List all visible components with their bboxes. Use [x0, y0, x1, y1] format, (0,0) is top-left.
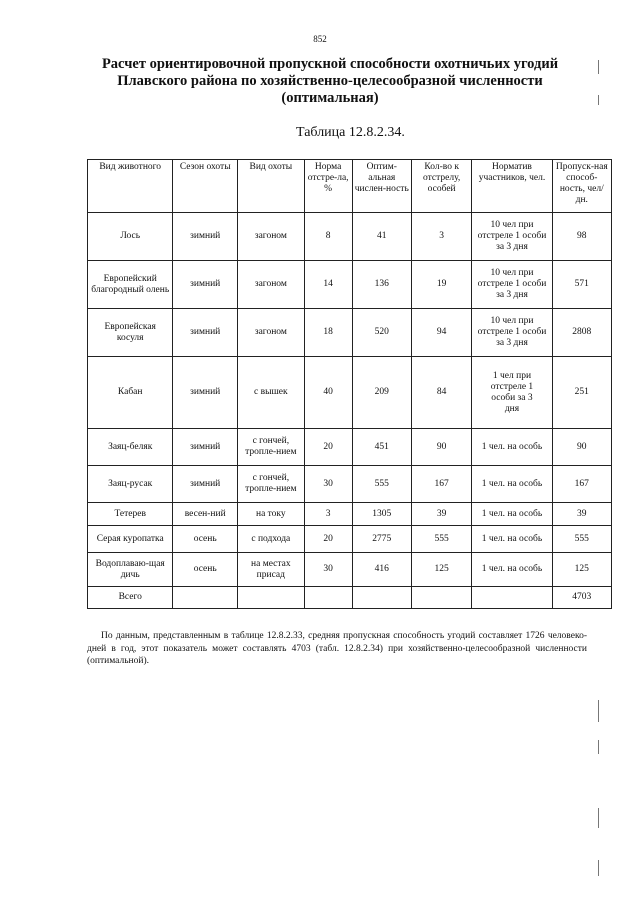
cell-season: зимний: [173, 429, 238, 466]
title-line-1: Расчет ориентировочной пропускной способности охотничьих угодий: [101, 56, 559, 72]
cell-norm: 14: [304, 261, 352, 309]
cell-hunt-type: загоном: [238, 213, 305, 261]
scan-artifact: [598, 95, 599, 105]
scan-artifact: [598, 60, 599, 74]
footnote-paragraph: По данным, представленным в таблице 12.8.2.33, средняя пропускная способность угодий составляет 1726 человеко-дней в год, этот показатель может составлять 4703 (табл. 12.8.2.34) при хозяйственно-целесообразной численности (оптимальной).: [87, 631, 587, 666]
cell-capacity: 125: [552, 553, 611, 587]
cell-optimal: 41: [352, 213, 411, 261]
cell-empty: [238, 587, 305, 609]
scan-artifact: [598, 808, 599, 828]
cell-animal: Серая куропатка: [88, 526, 173, 553]
cell-season: весен-ний: [173, 503, 238, 526]
cell-hunt-type: загоном: [238, 309, 305, 357]
title-line-2: Плавского района по хозяйственно-целесообразной численности: [117, 73, 543, 89]
title-line-3: (оптимальная): [281, 90, 379, 106]
cell-season: зимний: [173, 213, 238, 261]
cell-participants: 10 чел при отстреле 1 особи за 3 дня: [472, 213, 552, 261]
cell-season: зимний: [173, 466, 238, 503]
cell-participants: 10 чел при отстреле 1 особи за 3 дня: [472, 309, 552, 357]
cell-empty: [304, 587, 352, 609]
page-number: 852: [313, 34, 327, 44]
scan-artifact: [598, 700, 599, 722]
cell-hunt-type: на току: [238, 503, 305, 526]
cell-participants: 1 чел. на особь: [472, 466, 552, 503]
cell-optimal: 136: [352, 261, 411, 309]
cell-hunt-type: с подхода: [238, 526, 305, 553]
cell-season: осень: [173, 553, 238, 587]
cell-quota: 555: [411, 526, 471, 553]
cell-participants: 1 чел. на особь: [472, 503, 552, 526]
header-animal: Вид животного: [88, 160, 173, 213]
cell-quota: 125: [411, 553, 471, 587]
cell-empty: [352, 587, 411, 609]
hunting-capacity-table: [87, 159, 612, 609]
scan-artifact: [598, 860, 599, 876]
cell-animal: Европейский благородный олень: [88, 261, 173, 309]
table-total-row: [88, 587, 612, 609]
table-row: [88, 466, 612, 503]
cell-hunt-type: с гончей, тропле-нием: [238, 466, 305, 503]
cell-animal: Водоплаваю-щая дичь: [88, 553, 173, 587]
cell-capacity: 90: [552, 429, 611, 466]
header-participants: Норматив участников, чел.: [472, 160, 552, 213]
cell-participants: 1 чел. на особь: [472, 429, 552, 466]
table-row: [88, 526, 612, 553]
cell-season: зимний: [173, 357, 238, 429]
cell-norm: 40: [304, 357, 352, 429]
cell-quota: 3: [411, 213, 471, 261]
cell-quota: 94: [411, 309, 471, 357]
cell-optimal: 416: [352, 553, 411, 587]
cell-empty: [411, 587, 471, 609]
cell-capacity: 571: [552, 261, 611, 309]
table-header-row: [88, 160, 612, 213]
scan-artifact: [598, 740, 599, 754]
cell-norm: 30: [304, 553, 352, 587]
cell-hunt-type: загоном: [238, 261, 305, 309]
cell-animal: Европейская косуля: [88, 309, 173, 357]
cell-quota: 84: [411, 357, 471, 429]
cell-norm: 20: [304, 526, 352, 553]
cell-optimal: 451: [352, 429, 411, 466]
total-label: Всего: [88, 587, 173, 609]
cell-participants: 1 чел при отстреле 1 особи за 3 дня: [472, 357, 552, 429]
cell-quota: 90: [411, 429, 471, 466]
document-title: [80, 56, 580, 107]
cell-optimal: 555: [352, 466, 411, 503]
table-row: [88, 503, 612, 526]
cell-animal: Кабан: [88, 357, 173, 429]
header-season: Сезон охоты: [173, 160, 238, 213]
cell-participants: 1 чел. на особь: [472, 553, 552, 587]
header-optimal: Оптим-альная числен-ность: [352, 160, 411, 213]
cell-hunt-type: с вышек: [238, 357, 305, 429]
cell-empty: [173, 587, 238, 609]
cell-animal: Тетерев: [88, 503, 173, 526]
table-row: [88, 429, 612, 466]
cell-animal: Заяц-русак: [88, 466, 173, 503]
table-row: [88, 357, 612, 429]
cell-optimal: 2775: [352, 526, 411, 553]
cell-norm: 20: [304, 429, 352, 466]
cell-norm: 8: [304, 213, 352, 261]
cell-participants: 10 чел при отстреле 1 особи за 3 дня: [472, 261, 552, 309]
table-row: [88, 261, 612, 309]
cell-optimal: 520: [352, 309, 411, 357]
cell-quota: 167: [411, 466, 471, 503]
cell-animal: Заяц-беляк: [88, 429, 173, 466]
header-quota: Кол-во к отстрелу, особей: [411, 160, 471, 213]
table-row: [88, 553, 612, 587]
cell-norm: 3: [304, 503, 352, 526]
cell-quota: 19: [411, 261, 471, 309]
cell-capacity: 251: [552, 357, 611, 429]
header-capacity: Пропуск-ная способ-ность, чел/дн.: [552, 160, 611, 213]
cell-participants: 1 чел. на особь: [472, 526, 552, 553]
cell-season: зимний: [173, 309, 238, 357]
cell-quota: 39: [411, 503, 471, 526]
cell-hunt-type: с гончей, тропле-нием: [238, 429, 305, 466]
cell-capacity: 39: [552, 503, 611, 526]
cell-optimal: 209: [352, 357, 411, 429]
total-capacity: 4703: [552, 587, 611, 609]
cell-hunt-type: на местах присад: [238, 553, 305, 587]
cell-optimal: 1305: [352, 503, 411, 526]
cell-capacity: 167: [552, 466, 611, 503]
cell-norm: 18: [304, 309, 352, 357]
cell-season: осень: [173, 526, 238, 553]
cell-animal: Лось: [88, 213, 173, 261]
cell-season: зимний: [173, 261, 238, 309]
header-hunt-type: Вид охоты: [238, 160, 305, 213]
cell-capacity: 555: [552, 526, 611, 553]
table-caption: Таблица 12.8.2.34.: [296, 125, 405, 140]
cell-empty: [472, 587, 552, 609]
table-row: [88, 213, 612, 261]
cell-capacity: 2808: [552, 309, 611, 357]
cell-norm: 30: [304, 466, 352, 503]
table-row: [88, 309, 612, 357]
header-norm: Норма отстре-ла, %: [304, 160, 352, 213]
cell-capacity: 98: [552, 213, 611, 261]
